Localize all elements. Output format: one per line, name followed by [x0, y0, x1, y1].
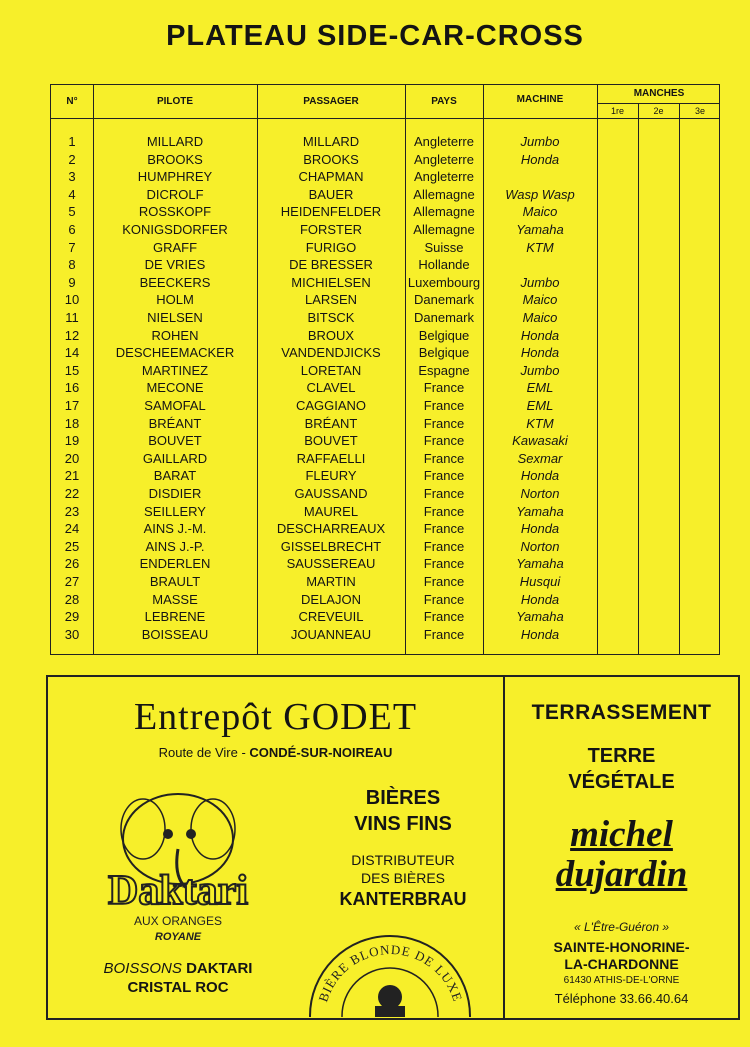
row-number: 27 [64, 574, 80, 589]
row-pilote: BRÉANT [148, 415, 202, 431]
row-pays: Belgique [418, 327, 470, 343]
row-passager: JOUANNEAU [290, 626, 372, 642]
row-pilote: LEBRENE [144, 609, 206, 625]
row-passager: CLAVEL [306, 380, 356, 396]
row-machine: Honda [520, 327, 560, 343]
row-pays: France [423, 433, 465, 449]
row-pilote: BEECKERS [139, 274, 211, 290]
row-machine: Maico [522, 310, 558, 325]
header-manches: MANCHES [633, 88, 685, 99]
header-passager: PASSAGER [303, 96, 359, 107]
row-pilote: HOLM [156, 292, 194, 308]
name-michel: michel [570, 814, 673, 855]
row-pays: Hollande [418, 257, 470, 273]
row-pilote: GAILLARD [142, 450, 208, 466]
logo-daktari-text: Daktari [108, 868, 248, 914]
table-row [51, 186, 719, 204]
table-row [51, 608, 719, 626]
phone-number: Téléphone 33.66.40.64 [554, 991, 689, 1006]
biere-blonde-seal [303, 912, 478, 1017]
row-pays: France [423, 574, 465, 589]
row-pilote: AINS J.-P. [145, 538, 205, 554]
row-number: 23 [64, 503, 80, 519]
row-passager: DE BRESSER [289, 257, 373, 273]
row-passager: CAGGIANO [295, 398, 367, 413]
row-pilote: ROHEN [151, 327, 199, 343]
cristal-roc-label: CRISTAL ROC [127, 979, 229, 996]
row-pays: France [423, 398, 465, 413]
row-pays: Danemark [414, 292, 474, 308]
godet-address-city: CONDÉ-SUR-NOIREAU [249, 745, 393, 760]
row-machine: Husqui [519, 574, 561, 589]
row-passager: HEIDENFELDER [280, 204, 382, 220]
row-passager: LARSEN [304, 292, 358, 308]
row-machine: Maico [522, 292, 558, 308]
row-machine: Kawasaki [512, 433, 568, 449]
row-pilote: BARAT [153, 468, 197, 484]
row-pilote: MECONE [146, 380, 204, 396]
row-passager: MILLARD [302, 134, 360, 149]
row-machine: EML [526, 380, 554, 396]
row-number: 19 [64, 433, 80, 449]
table-row [51, 555, 719, 573]
row-pilote: BRAULT [149, 574, 201, 589]
bieres-text: BIÈRES [365, 787, 441, 809]
row-pays: France [423, 521, 465, 537]
table-row [51, 485, 719, 503]
row-pays: Allemagne [413, 222, 475, 237]
row-pays: Angleterre [414, 134, 474, 149]
header-machine: MACHINE [516, 94, 564, 105]
row-passager: GAUSSAND [294, 486, 368, 501]
table-row [51, 432, 719, 450]
table-row [51, 168, 719, 186]
entries-table [50, 84, 720, 655]
row-passager: MAUREL [303, 503, 359, 519]
row-passager: FLEURY [305, 468, 357, 484]
row-machine: Honda [520, 468, 560, 484]
row-number: 14 [64, 345, 80, 361]
vins-fins-text: VINS FINS [354, 813, 452, 835]
table-row [51, 274, 719, 292]
row-pilote: DESCHEEMACKER [115, 345, 235, 361]
table-row [51, 203, 719, 221]
row-pays: Belgique [418, 345, 470, 361]
row-machine: Jumbo [520, 274, 560, 290]
row-passager: BITSCK [307, 310, 355, 325]
row-passager: RAFFAELLI [296, 450, 366, 466]
table-row [51, 291, 719, 309]
row-passager: BROUX [307, 327, 355, 343]
row-number: 3 [68, 169, 76, 185]
row-number: 24 [64, 521, 80, 537]
place-name: « L'Être-Guéron » [573, 920, 669, 934]
row-pilote: MARTINEZ [141, 362, 209, 378]
ad-michel-dujardin [505, 675, 740, 1020]
row-number: 29 [64, 609, 80, 625]
header-pays: PAYS [431, 96, 457, 107]
row-pilote: AINS J.-M. [143, 521, 207, 537]
kanterbrau-text: KANTERBRAU [339, 889, 467, 909]
row-number: 1 [68, 134, 76, 149]
row-number: 6 [68, 222, 76, 237]
table-row [51, 256, 719, 274]
row-machine: Jumbo [520, 362, 560, 378]
row-pilote: BOISSEAU [141, 626, 209, 642]
row-pilote: KONIGSDORFER [122, 222, 228, 237]
row-number: 4 [68, 186, 76, 202]
row-machine: Honda [520, 591, 560, 607]
row-passager: BOUVET [304, 433, 358, 449]
row-pays: France [423, 538, 465, 554]
row-machine: Yamaha [516, 556, 564, 572]
table-row [51, 415, 719, 433]
row-number: 22 [64, 486, 80, 501]
row-pilote: BOUVET [148, 433, 202, 449]
table-row [51, 520, 719, 538]
michel-dujardin-name [505, 815, 738, 895]
godet-title: Entrepôt GODET [133, 696, 418, 738]
row-pilote: GRAFF [152, 239, 198, 255]
row-passager: BAUER [308, 186, 354, 202]
distrib-line-1: DISTRIBUTEUR [351, 852, 455, 868]
row-machine: Maico [522, 204, 558, 220]
row-passager: FURIGO [305, 239, 357, 255]
row-number: 12 [64, 327, 80, 343]
row-pays: Suisse [424, 239, 464, 255]
table-row [51, 503, 719, 521]
postal-address: 61430 ATHIS-DE-L'ORNE [563, 975, 680, 986]
row-machine: Sexmar [517, 450, 563, 466]
row-pays: Allemagne [413, 204, 475, 220]
row-number: 25 [64, 538, 80, 554]
header-manche-1: 1re [610, 106, 624, 116]
table-row [51, 379, 719, 397]
row-passager: BROOKS [303, 151, 359, 167]
row-pilote: BROOKS [147, 151, 203, 167]
table-row [51, 450, 719, 468]
godet-address [48, 745, 503, 760]
row-number: 30 [64, 626, 80, 642]
row-passager: CHAPMAN [298, 169, 364, 185]
row-machine: Jumbo [520, 134, 560, 149]
daktari-logo-image [73, 779, 283, 949]
row-number: 18 [64, 415, 80, 431]
row-machine: KTM [526, 239, 554, 255]
table-row [51, 309, 719, 327]
table-row [51, 221, 719, 239]
table-row [51, 538, 719, 556]
row-machine: KTM [526, 415, 554, 431]
bieres-vins-fins [313, 785, 493, 837]
logo-royane: ROYANE [154, 931, 202, 943]
distrib-line-2: DES BIÈRES [360, 870, 446, 886]
table-row [51, 327, 719, 345]
boissons-label: BOISSONS [103, 960, 182, 977]
row-passager: DELAJON [301, 591, 361, 607]
table-row [51, 151, 719, 169]
table-row [51, 344, 719, 362]
row-machine: Yamaha [516, 222, 564, 237]
row-passager: BRÉANT [304, 415, 358, 431]
page-title: PLATEAU SIDE-CAR-CROSS [166, 20, 584, 52]
distributeur-text [303, 851, 503, 887]
row-number: 8 [68, 257, 76, 273]
boissons-text [68, 959, 288, 997]
row-number: 11 [65, 310, 79, 325]
row-number: 21 [64, 468, 80, 484]
row-pays: France [423, 626, 465, 642]
header-manche-2: 2e [653, 106, 664, 116]
row-machine: Norton [520, 486, 560, 501]
row-machine: Honda [520, 626, 560, 642]
row-machine: Wasp Wasp [505, 186, 575, 202]
table-row [51, 362, 719, 380]
logo-aux-oranges: AUX ORANGES [133, 914, 223, 928]
row-pilote: DICROLF [146, 186, 204, 202]
row-passager: FORSTER [299, 222, 363, 237]
row-pilote: DE VRIES [144, 257, 206, 273]
row-passager: MARTIN [306, 574, 356, 589]
table-row [51, 591, 719, 609]
city-line-2: LA-CHARDONNE [564, 956, 679, 972]
row-number: 26 [64, 556, 80, 572]
row-pays: Allemagne [413, 186, 475, 202]
row-machine: Yamaha [516, 503, 564, 519]
row-pays: Angleterre [414, 151, 474, 167]
row-machine: Honda [520, 521, 560, 537]
row-machine: Honda [520, 345, 560, 361]
row-pays: France [423, 486, 465, 501]
table-row [51, 626, 719, 644]
row-number: 17 [64, 398, 80, 413]
table-row [51, 133, 719, 151]
godet-address-prefix: Route de Vire - [158, 745, 250, 760]
row-machine: Honda [520, 151, 560, 167]
row-passager: GISSELBRECHT [280, 538, 382, 554]
row-pays: Angleterre [414, 169, 474, 185]
header-no: N° [66, 96, 78, 107]
row-pilote: NIELSEN [147, 310, 203, 325]
row-passager: DESCHARREAUX [276, 521, 386, 537]
row-pays: France [423, 380, 465, 396]
row-pays: France [423, 450, 465, 466]
name-dujardin: dujardin [555, 854, 688, 895]
seal-text: BIÈRE BLONDE DE LUXE [315, 941, 466, 1004]
city-line-1: SAINTE-HONORINE- [553, 939, 690, 955]
row-pilote: ENDERLEN [139, 556, 211, 572]
row-machine: EML [526, 398, 554, 413]
row-passager: MICHIELSEN [291, 274, 371, 290]
daktari-label: DAKTARI [186, 960, 253, 977]
row-pays: France [423, 556, 465, 572]
row-number: 16 [64, 380, 80, 396]
vegetale-line: VÉGÉTALE [568, 771, 675, 793]
row-pilote: DISDIER [148, 486, 202, 501]
header-manche-3: 3e [694, 106, 705, 116]
row-number: 15 [64, 362, 80, 378]
table-row [51, 239, 719, 257]
terre-vegetale-text [505, 743, 738, 795]
row-pays: France [423, 503, 465, 519]
row-pilote: HUMPHREY [137, 169, 213, 185]
row-pays: France [423, 591, 465, 607]
row-pays: France [423, 415, 465, 431]
row-pays: Luxembourg [407, 274, 481, 290]
row-machine: Yamaha [516, 609, 564, 625]
table-row [51, 397, 719, 415]
row-machine: Norton [520, 538, 560, 554]
row-pilote: SEILLERY [144, 503, 206, 519]
row-passager: CREVEUIL [298, 609, 364, 625]
row-passager: SAUSSEREAU [286, 556, 376, 572]
row-passager: VANDENDJICKS [281, 345, 381, 361]
row-pilote: ROSSKOPF [138, 204, 212, 220]
row-number: 28 [64, 591, 80, 607]
table-row [51, 573, 719, 591]
row-number: 10 [64, 292, 80, 308]
row-pilote: SAMOFAL [144, 398, 206, 413]
header-pilote: PILOTE [156, 96, 194, 107]
terrassement-text: TERRASSEMENT [531, 701, 712, 724]
row-pays: Espagne [418, 362, 470, 378]
row-pilote: MASSE [152, 591, 198, 607]
row-number: 7 [68, 239, 76, 255]
table-row [51, 467, 719, 485]
row-pilote: MILLARD [146, 134, 204, 149]
row-number: 9 [68, 274, 76, 290]
row-number: 5 [68, 204, 76, 220]
row-number: 20 [64, 450, 80, 466]
terre-line: TERRE [587, 745, 656, 767]
row-pays: France [423, 468, 465, 484]
row-number: 2 [68, 151, 76, 167]
row-pays: France [423, 609, 465, 625]
row-pays: Danemark [414, 310, 474, 325]
row-passager: LORETAN [300, 362, 362, 378]
city-name [505, 939, 738, 973]
ad-entrepot-godet [46, 675, 505, 1020]
